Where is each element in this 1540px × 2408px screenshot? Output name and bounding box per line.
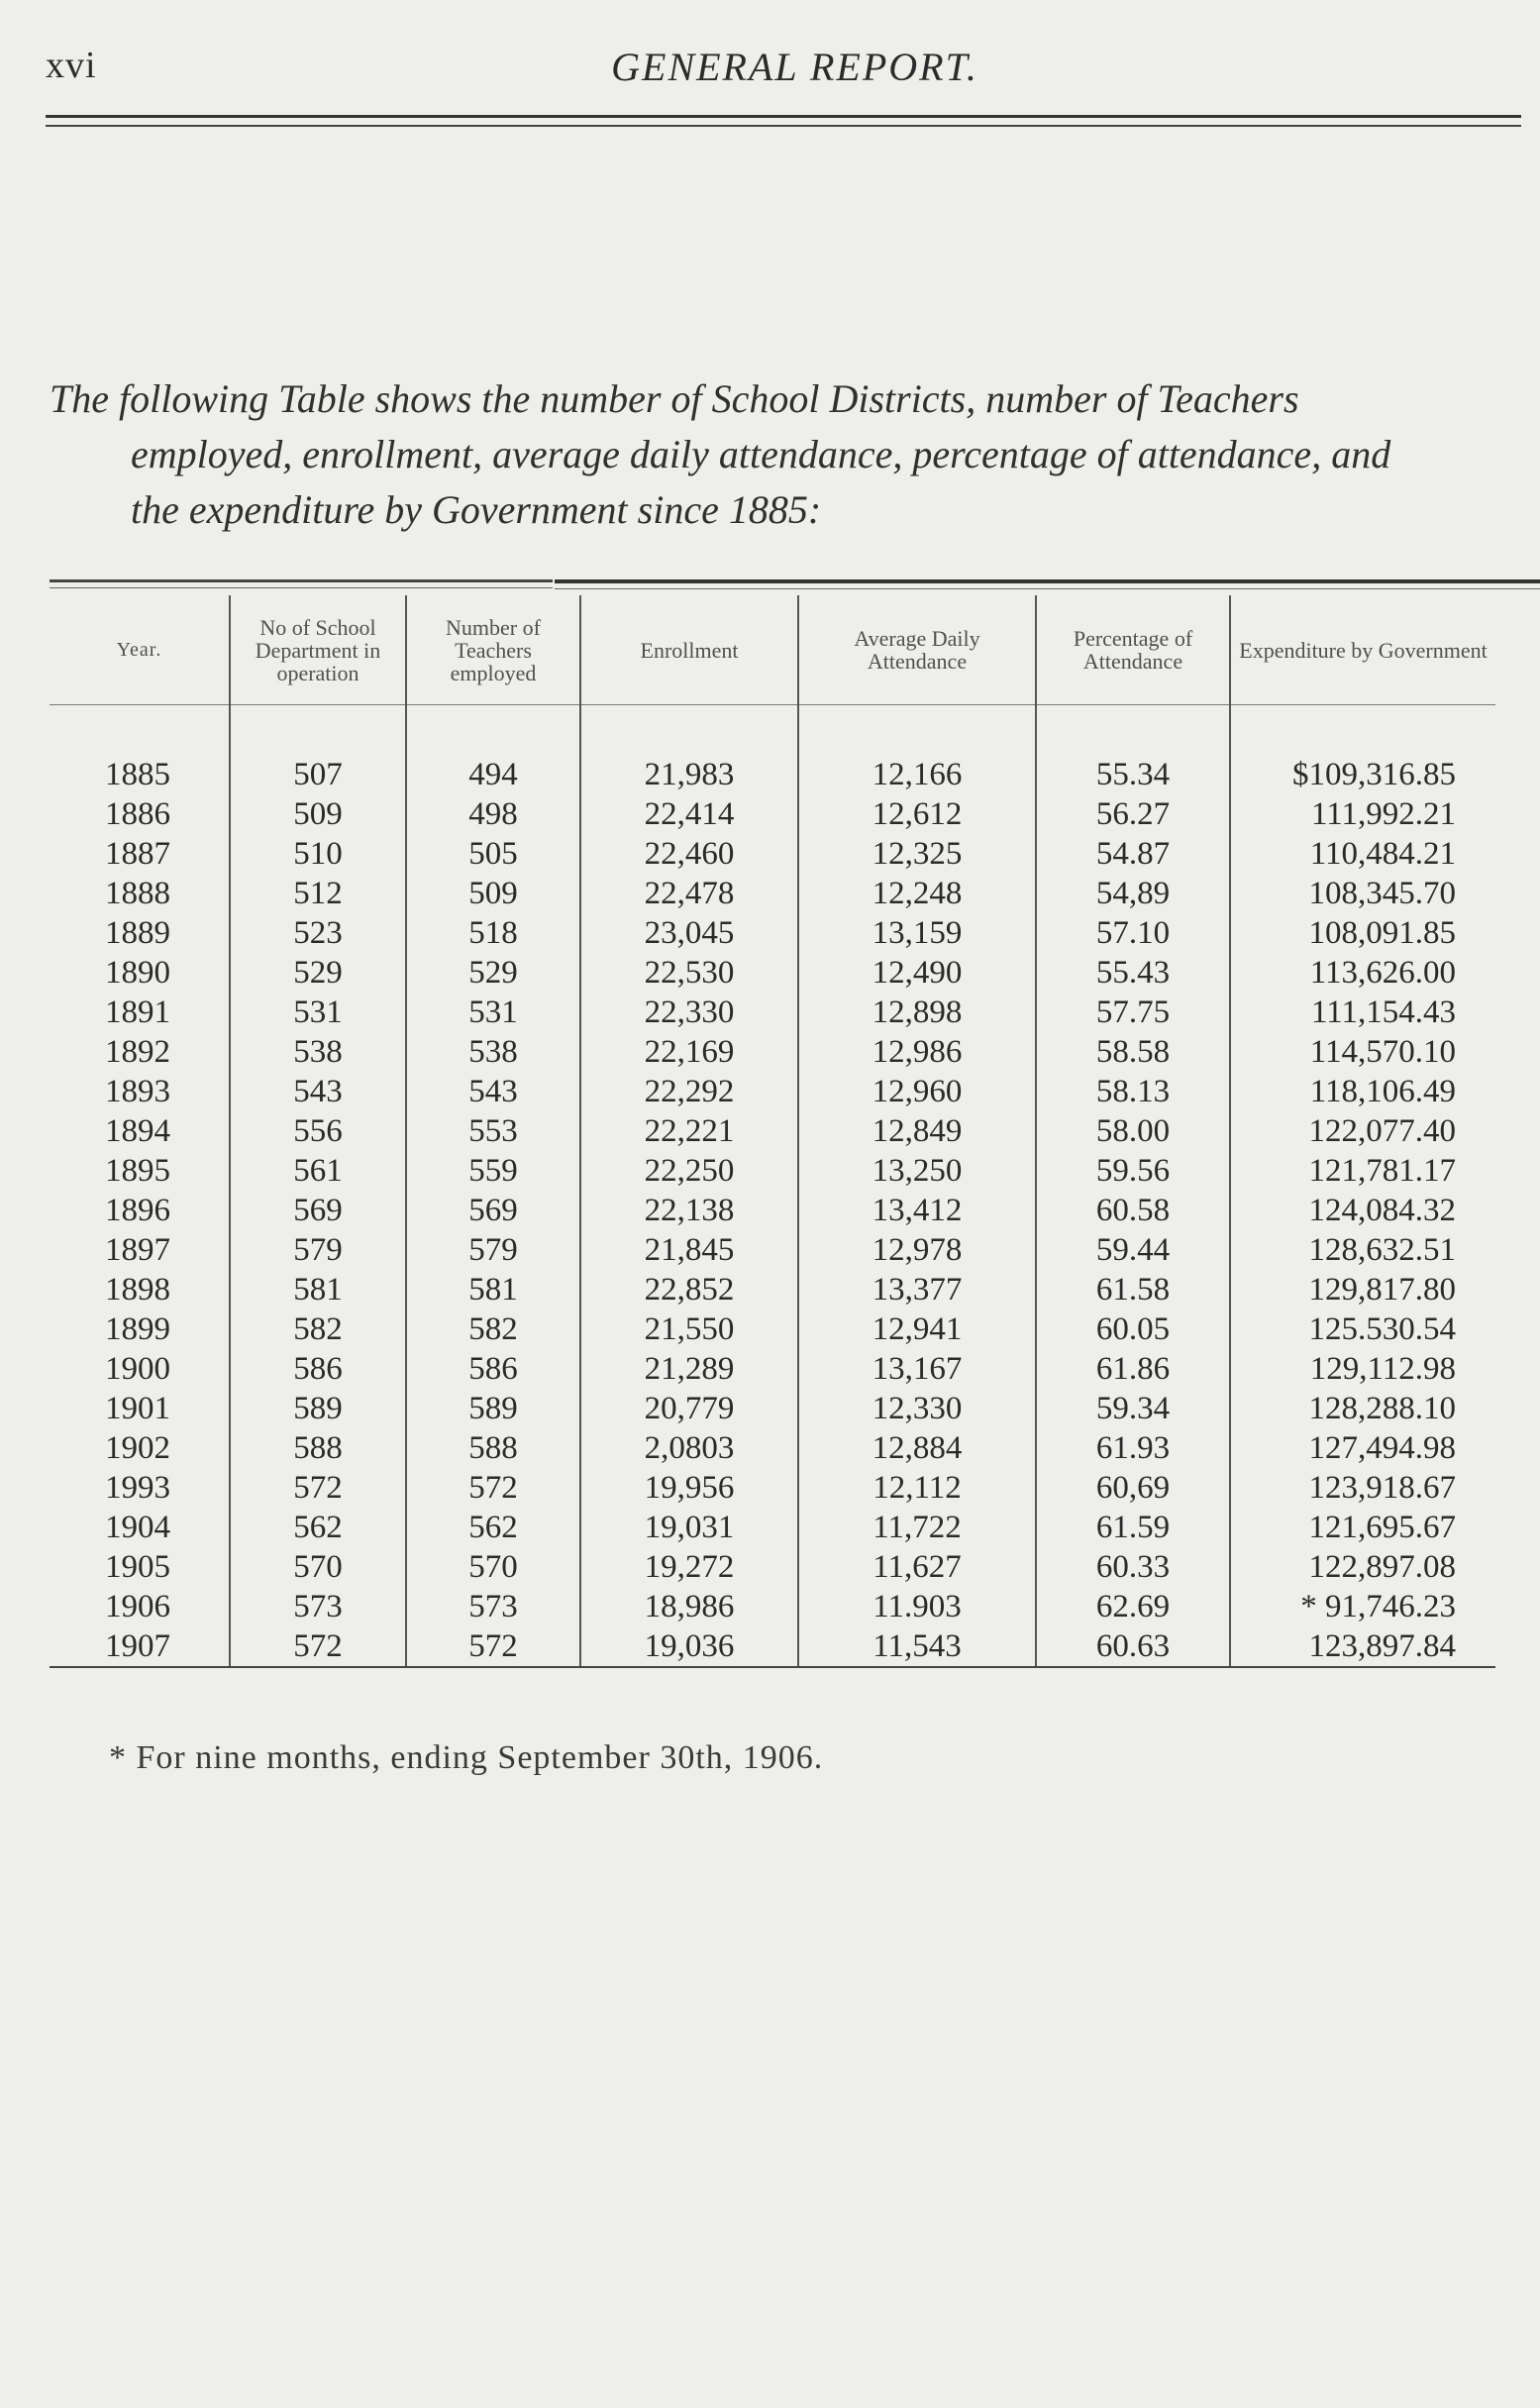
school-departments-cell: 589 bbox=[230, 1389, 406, 1428]
teachers-cell: 559 bbox=[406, 1151, 580, 1191]
column-header-expenditure: Expenditure by Government bbox=[1230, 595, 1495, 705]
average-attendance-cell: 12,898 bbox=[798, 993, 1036, 1032]
enrollment-cell: 19,031 bbox=[580, 1508, 798, 1547]
column-header-enrollment: Enrollment bbox=[580, 595, 798, 705]
enrollment-cell: 22,250 bbox=[580, 1151, 798, 1191]
year-cell: 1896 bbox=[105, 1193, 170, 1228]
average-attendance-cell: 11,627 bbox=[798, 1547, 1036, 1587]
year-cell: 1887 bbox=[105, 836, 170, 872]
table-top-rule bbox=[555, 579, 1540, 583]
intro-line-2: employed, enrollment, average daily attendance, percentage of attendance, and bbox=[131, 432, 1391, 476]
average-attendance-cell: 12,112 bbox=[798, 1468, 1036, 1508]
expenditure-cell: 114,570.10 bbox=[1230, 1032, 1495, 1072]
teachers-cell: 543 bbox=[406, 1072, 580, 1111]
year-cell: 1900 bbox=[105, 1351, 170, 1387]
year-cell: 1885 bbox=[105, 757, 170, 792]
percentage-cell: 56.27 bbox=[1036, 794, 1230, 834]
school-departments-cell: 509 bbox=[230, 794, 406, 834]
percentage-cell: 61.58 bbox=[1036, 1270, 1230, 1309]
expenditure-cell: 128,288.10 bbox=[1230, 1389, 1495, 1428]
table-row bbox=[50, 1072, 1495, 1111]
school-departments-cell: 510 bbox=[230, 834, 406, 874]
teachers-cell: 505 bbox=[406, 834, 580, 874]
table-row bbox=[50, 1428, 1495, 1468]
table-row bbox=[50, 1191, 1495, 1230]
expenditure-cell: 129,112.98 bbox=[1230, 1349, 1495, 1389]
percentage-cell: 60,69 bbox=[1036, 1468, 1230, 1508]
percentage-cell: 58.58 bbox=[1036, 1032, 1230, 1072]
year-cell: 1897 bbox=[105, 1232, 170, 1268]
school-departments-cell: 562 bbox=[230, 1508, 406, 1547]
year-cell: 1898 bbox=[105, 1272, 170, 1308]
average-attendance-cell: 12,248 bbox=[798, 874, 1036, 913]
table-top-rule-thin bbox=[555, 588, 1540, 589]
expenditure-cell: $109,316.85 bbox=[1230, 755, 1495, 794]
average-attendance-cell: 12,490 bbox=[798, 953, 1036, 993]
enrollment-cell: 2,0803 bbox=[580, 1428, 798, 1468]
enrollment-cell: 20,779 bbox=[580, 1389, 798, 1428]
footnote: * For nine months, ending September 30th, 1906. bbox=[109, 1739, 824, 1776]
percentage-cell: 54,89 bbox=[1036, 874, 1230, 913]
year-cell: 1886 bbox=[105, 796, 170, 832]
school-departments-cell: 579 bbox=[230, 1230, 406, 1270]
enrollment-cell: 22,221 bbox=[580, 1111, 798, 1151]
school-departments-cell: 581 bbox=[230, 1270, 406, 1309]
average-attendance-cell: 12,166 bbox=[798, 755, 1036, 794]
average-attendance-cell: 11,543 bbox=[798, 1626, 1036, 1667]
school-departments-cell: 572 bbox=[230, 1468, 406, 1508]
year-cell: 1891 bbox=[105, 995, 170, 1030]
table-row bbox=[50, 1547, 1495, 1587]
year-cell: 1888 bbox=[105, 876, 170, 911]
enrollment-cell: 22,138 bbox=[580, 1191, 798, 1230]
column-header-teachers: Number of Teachers employed bbox=[406, 595, 580, 705]
year-cell: 1993 bbox=[105, 1470, 170, 1506]
year-cell: 1904 bbox=[105, 1510, 170, 1545]
expenditure-cell: * 91,746.23 bbox=[1230, 1587, 1495, 1626]
percentage-cell: 62.69 bbox=[1036, 1587, 1230, 1626]
average-attendance-cell: 12,325 bbox=[798, 834, 1036, 874]
expenditure-cell: 127,494.98 bbox=[1230, 1428, 1495, 1468]
percentage-cell: 61.93 bbox=[1036, 1428, 1230, 1468]
table-row bbox=[50, 1032, 1495, 1072]
average-attendance-cell: 13,412 bbox=[798, 1191, 1036, 1230]
school-departments-cell: 570 bbox=[230, 1547, 406, 1587]
intro-line-3: the expenditure by Government since 1885: bbox=[131, 487, 822, 532]
table-row bbox=[50, 1508, 1495, 1547]
year-cell: 1894 bbox=[105, 1113, 170, 1149]
page-number: xvi bbox=[46, 45, 97, 86]
column-header-year: Year. bbox=[50, 595, 230, 705]
enrollment-cell: 22,852 bbox=[580, 1270, 798, 1309]
enrollment-cell: 19,272 bbox=[580, 1547, 798, 1587]
expenditure-cell: 111,992.21 bbox=[1230, 794, 1495, 834]
enrollment-cell: 23,045 bbox=[580, 913, 798, 953]
expenditure-cell: 124,084.32 bbox=[1230, 1191, 1495, 1230]
header-rule bbox=[46, 115, 1521, 118]
average-attendance-cell: 12,960 bbox=[798, 1072, 1036, 1111]
enrollment-cell: 21,550 bbox=[580, 1309, 798, 1349]
average-attendance-cell: 12,612 bbox=[798, 794, 1036, 834]
intro-line-1: The following Table shows the number of School Districts, number of Teachers bbox=[50, 376, 1299, 421]
teachers-cell: 581 bbox=[406, 1270, 580, 1309]
teachers-cell: 570 bbox=[406, 1547, 580, 1587]
table-row bbox=[50, 1587, 1495, 1626]
percentage-cell: 61.59 bbox=[1036, 1508, 1230, 1547]
enrollment-cell: 22,414 bbox=[580, 794, 798, 834]
percentage-cell: 57.75 bbox=[1036, 993, 1230, 1032]
average-attendance-cell: 12,986 bbox=[798, 1032, 1036, 1072]
teachers-cell: 589 bbox=[406, 1389, 580, 1428]
teachers-cell: 572 bbox=[406, 1626, 580, 1667]
expenditure-cell: 122,077.40 bbox=[1230, 1111, 1495, 1151]
expenditure-cell: 123,918.67 bbox=[1230, 1468, 1495, 1508]
teachers-cell: 553 bbox=[406, 1111, 580, 1151]
average-attendance-cell: 12,849 bbox=[798, 1111, 1036, 1151]
table-row bbox=[50, 953, 1495, 993]
school-departments-cell: 582 bbox=[230, 1309, 406, 1349]
year-cell: 1905 bbox=[105, 1549, 170, 1585]
expenditure-cell: 121,781.17 bbox=[1230, 1151, 1495, 1191]
school-departments-cell: 573 bbox=[230, 1587, 406, 1626]
school-departments-cell: 529 bbox=[230, 953, 406, 993]
teachers-cell: 573 bbox=[406, 1587, 580, 1626]
average-attendance-cell: 13,250 bbox=[798, 1151, 1036, 1191]
table-row bbox=[50, 993, 1495, 1032]
table-row bbox=[50, 1389, 1495, 1428]
average-attendance-cell: 11,722 bbox=[798, 1508, 1036, 1547]
percentage-cell: 60.05 bbox=[1036, 1309, 1230, 1349]
statistics-table bbox=[50, 595, 1495, 1668]
expenditure-cell: 123,897.84 bbox=[1230, 1626, 1495, 1667]
expenditure-cell: 125.530.54 bbox=[1230, 1309, 1495, 1349]
year-cell: 1901 bbox=[105, 1391, 170, 1426]
table-row bbox=[50, 834, 1495, 874]
teachers-cell: 579 bbox=[406, 1230, 580, 1270]
teachers-cell: 572 bbox=[406, 1468, 580, 1508]
table-row bbox=[50, 1111, 1495, 1151]
school-departments-cell: 586 bbox=[230, 1349, 406, 1389]
column-header-average-attendance: Average Daily Attendance bbox=[798, 595, 1036, 705]
percentage-cell: 55.43 bbox=[1036, 953, 1230, 993]
table-top-rule bbox=[50, 579, 553, 582]
teachers-cell: 518 bbox=[406, 913, 580, 953]
teachers-cell: 538 bbox=[406, 1032, 580, 1072]
year-cell: 1899 bbox=[105, 1311, 170, 1347]
table-row bbox=[50, 1151, 1495, 1191]
expenditure-cell: 118,106.49 bbox=[1230, 1072, 1495, 1111]
school-departments-cell: 538 bbox=[230, 1032, 406, 1072]
teachers-cell: 498 bbox=[406, 794, 580, 834]
column-header-percentage: Percentage of Attendance bbox=[1036, 595, 1230, 705]
school-departments-cell: 512 bbox=[230, 874, 406, 913]
school-departments-cell: 572 bbox=[230, 1626, 406, 1667]
average-attendance-cell: 12,978 bbox=[798, 1230, 1036, 1270]
table-row bbox=[50, 874, 1495, 913]
column-header-school-departments: No of School Department in operation bbox=[230, 595, 406, 705]
percentage-cell: 60.58 bbox=[1036, 1191, 1230, 1230]
average-attendance-cell: 13,377 bbox=[798, 1270, 1036, 1309]
table-row bbox=[50, 794, 1495, 834]
teachers-cell: 494 bbox=[406, 755, 580, 794]
expenditure-cell: 128,632.51 bbox=[1230, 1230, 1495, 1270]
expenditure-cell: 113,626.00 bbox=[1230, 953, 1495, 993]
enrollment-cell: 22,460 bbox=[580, 834, 798, 874]
year-cell: 1889 bbox=[105, 915, 170, 951]
teachers-cell: 586 bbox=[406, 1349, 580, 1389]
expenditure-cell: 110,484.21 bbox=[1230, 834, 1495, 874]
year-cell: 1902 bbox=[105, 1430, 170, 1466]
enrollment-cell: 18,986 bbox=[580, 1587, 798, 1626]
header-rule-thin bbox=[46, 125, 1521, 127]
average-attendance-cell: 12,330 bbox=[798, 1389, 1036, 1428]
table-spacer-row bbox=[50, 705, 1495, 756]
average-attendance-cell: 13,159 bbox=[798, 913, 1036, 953]
intro-paragraph bbox=[50, 371, 1530, 538]
percentage-cell: 60.63 bbox=[1036, 1626, 1230, 1667]
enrollment-cell: 22,292 bbox=[580, 1072, 798, 1111]
table-header-row bbox=[50, 595, 1495, 705]
school-departments-cell: 588 bbox=[230, 1428, 406, 1468]
year-cell: 1906 bbox=[105, 1589, 170, 1624]
year-cell: 1895 bbox=[105, 1153, 170, 1189]
school-departments-cell: 556 bbox=[230, 1111, 406, 1151]
teachers-cell: 529 bbox=[406, 953, 580, 993]
teachers-cell: 582 bbox=[406, 1309, 580, 1349]
table-row bbox=[50, 913, 1495, 953]
table-row bbox=[50, 1626, 1495, 1667]
enrollment-cell: 19,956 bbox=[580, 1468, 798, 1508]
average-attendance-cell: 12,884 bbox=[798, 1428, 1036, 1468]
table-row bbox=[50, 1230, 1495, 1270]
enrollment-cell: 21,983 bbox=[580, 755, 798, 794]
percentage-cell: 58.00 bbox=[1036, 1111, 1230, 1151]
percentage-cell: 59.34 bbox=[1036, 1389, 1230, 1428]
percentage-cell: 60.33 bbox=[1036, 1547, 1230, 1587]
teachers-cell: 562 bbox=[406, 1508, 580, 1547]
table-top-rule-thin bbox=[50, 587, 553, 588]
percentage-cell: 59.56 bbox=[1036, 1151, 1230, 1191]
expenditure-cell: 129,817.80 bbox=[1230, 1270, 1495, 1309]
percentage-cell: 58.13 bbox=[1036, 1072, 1230, 1111]
enrollment-cell: 21,845 bbox=[580, 1230, 798, 1270]
school-departments-cell: 507 bbox=[230, 755, 406, 794]
teachers-cell: 588 bbox=[406, 1428, 580, 1468]
expenditure-cell: 121,695.67 bbox=[1230, 1508, 1495, 1547]
school-departments-cell: 561 bbox=[230, 1151, 406, 1191]
enrollment-cell: 22,478 bbox=[580, 874, 798, 913]
teachers-cell: 569 bbox=[406, 1191, 580, 1230]
table-row bbox=[50, 1270, 1495, 1309]
percentage-cell: 61.86 bbox=[1036, 1349, 1230, 1389]
running-title: GENERAL REPORT. bbox=[611, 45, 978, 89]
enrollment-cell: 22,169 bbox=[580, 1032, 798, 1072]
school-departments-cell: 531 bbox=[230, 993, 406, 1032]
table-row bbox=[50, 1309, 1495, 1349]
teachers-cell: 509 bbox=[406, 874, 580, 913]
school-departments-cell: 523 bbox=[230, 913, 406, 953]
expenditure-cell: 108,345.70 bbox=[1230, 874, 1495, 913]
percentage-cell: 59.44 bbox=[1036, 1230, 1230, 1270]
average-attendance-cell: 11.903 bbox=[798, 1587, 1036, 1626]
enrollment-cell: 22,330 bbox=[580, 993, 798, 1032]
table-row bbox=[50, 1468, 1495, 1508]
year-cell: 1890 bbox=[105, 955, 170, 991]
year-cell: 1893 bbox=[105, 1074, 170, 1109]
expenditure-cell: 111,154.43 bbox=[1230, 993, 1495, 1032]
school-departments-cell: 569 bbox=[230, 1191, 406, 1230]
expenditure-cell: 108,091.85 bbox=[1230, 913, 1495, 953]
table-row bbox=[50, 755, 1495, 794]
year-cell: 1907 bbox=[50, 1626, 230, 1667]
percentage-cell: 55.34 bbox=[1036, 755, 1230, 794]
expenditure-cell: 122,897.08 bbox=[1230, 1547, 1495, 1587]
percentage-cell: 57.10 bbox=[1036, 913, 1230, 953]
table-row bbox=[50, 1349, 1495, 1389]
average-attendance-cell: 13,167 bbox=[798, 1349, 1036, 1389]
teachers-cell: 531 bbox=[406, 993, 580, 1032]
average-attendance-cell: 12,941 bbox=[798, 1309, 1036, 1349]
enrollment-cell: 22,530 bbox=[580, 953, 798, 993]
year-cell: 1892 bbox=[105, 1034, 170, 1070]
enrollment-cell: 19,036 bbox=[580, 1626, 798, 1667]
school-departments-cell: 543 bbox=[230, 1072, 406, 1111]
percentage-cell: 54.87 bbox=[1036, 834, 1230, 874]
enrollment-cell: 21,289 bbox=[580, 1349, 798, 1389]
